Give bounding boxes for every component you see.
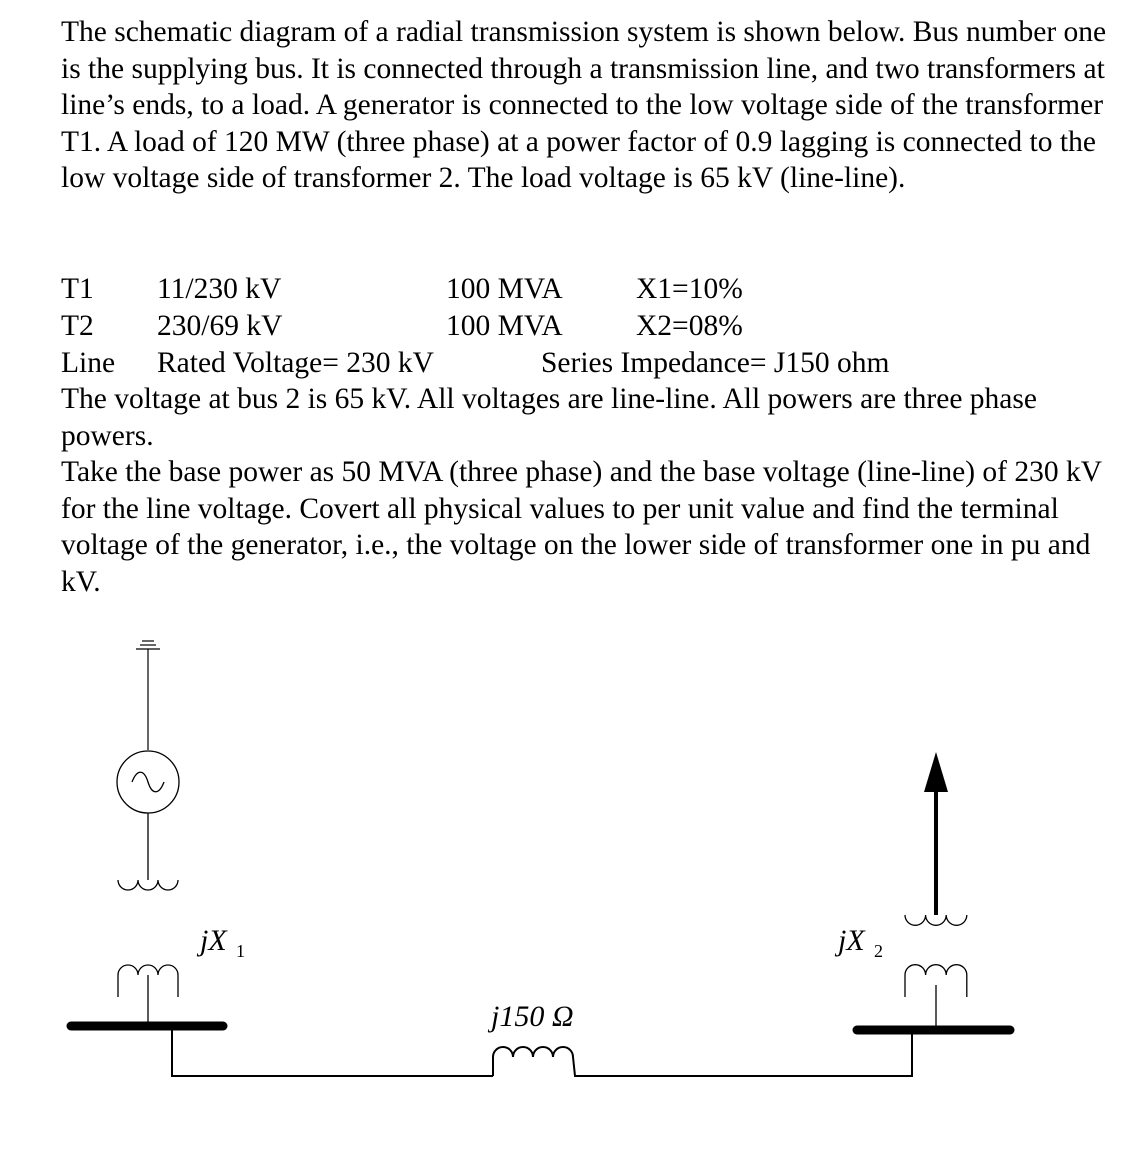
t1-transformer-symbol (118, 880, 178, 1026)
t2-rating: 100 MVA (446, 310, 563, 342)
t1-reactance-subscript: 1 (236, 941, 245, 961)
bus2-voltage-note: The voltage at bus 2 is 65 kV. All voltages are line-line. All powers are three phase powers. (61, 383, 1037, 452)
line-series-impedance: Series Impedance= J150 ohm (541, 347, 890, 379)
t1-reactance-label: jX (200, 924, 227, 957)
t1-name: T1 (61, 273, 94, 305)
line-name: Line (61, 347, 116, 379)
task-statement: Take the base power as 50 MVA (three phase) and the base voltage (line-line) of 230 kV for the line voltage. Covert all physical values to per unit value and find the terminal voltage of the generator, i.e., the voltage on the lower side of transformer one in pu and kV. (61, 456, 1102, 598)
problem-intro: The schematic diagram of a radial transmission system is shown below. Bus number one is the supplying bus. It is connected through a transmission line, and two transformers at line’s ends, to a load. A generator is connected to the low voltage side of the transformer T1. A load of 120 MW (three phase) at a power factor of 0.9 lagging is connected to the low voltage side of transformer 2. The load voltage is 65 kV (line-line). (61, 16, 1107, 194)
generator-symbol (117, 751, 179, 880)
t2-name: T2 (61, 310, 94, 342)
t2-transformer-symbol (905, 915, 967, 1030)
t1-reactance: X1=10% (636, 273, 743, 305)
transmission-line (172, 1026, 912, 1076)
t2-reactance: X2=08% (636, 310, 743, 342)
line-impedance-label: j150 Ω (491, 1000, 574, 1033)
line-inductor-symbol (493, 1030, 912, 1076)
t2-reactance-subscript: 2 (874, 941, 883, 961)
t1-rating: 100 MVA (446, 273, 563, 305)
ground-symbol (136, 641, 160, 750)
t2-voltage: 230/69 kV (157, 310, 283, 342)
t2-reactance-label: jX (838, 924, 865, 957)
line-rated-voltage: Rated Voltage= 230 kV (157, 347, 434, 379)
t1-voltage: 11/230 kV (157, 273, 282, 305)
load-arrow-icon (924, 752, 948, 915)
